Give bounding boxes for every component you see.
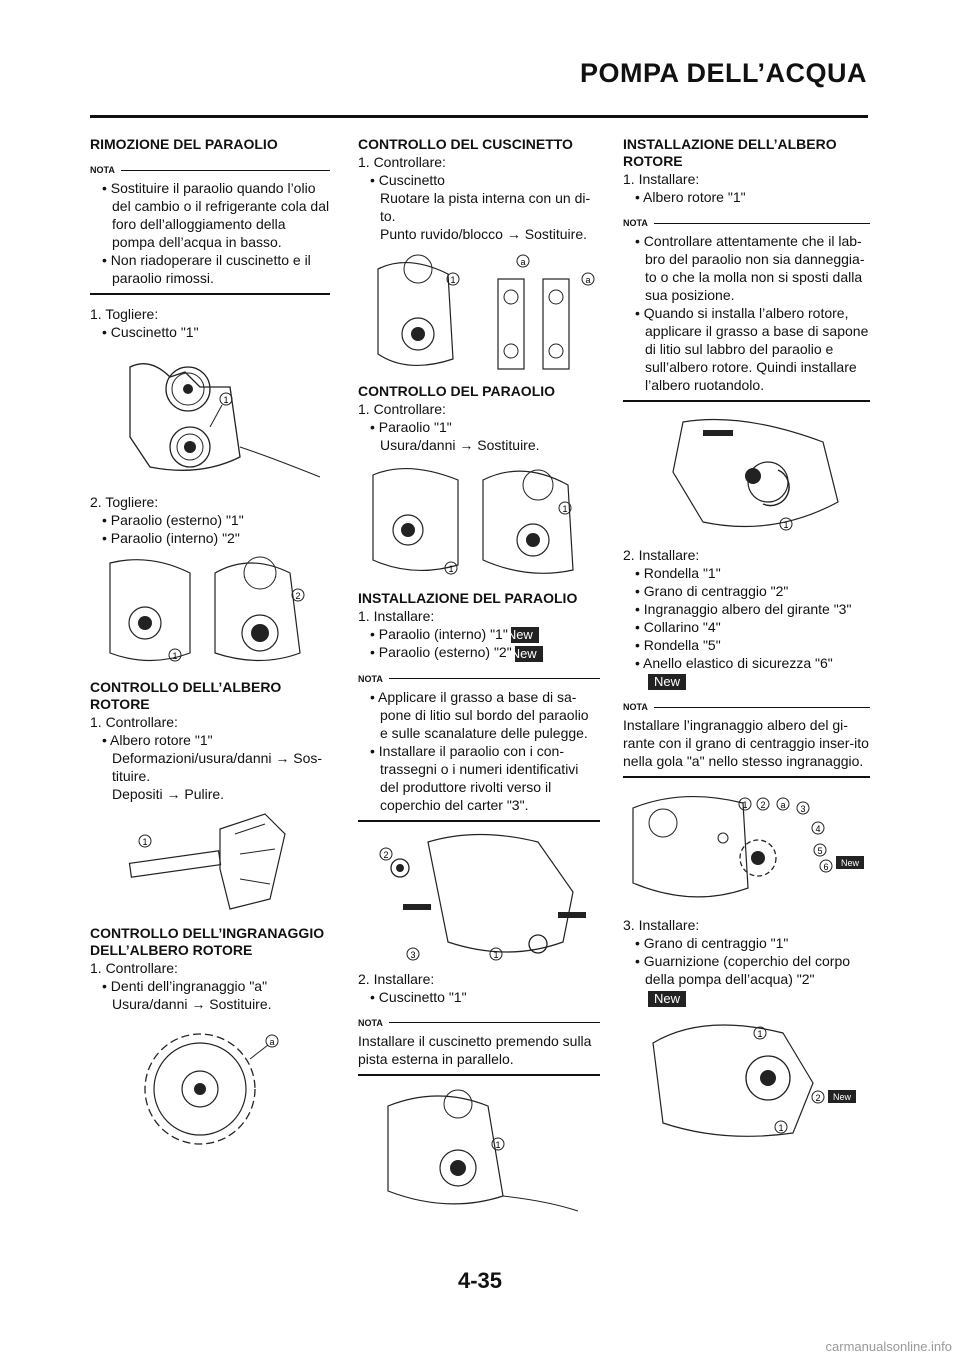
new-badge: New — [511, 627, 539, 643]
step: 1. Controllare: — [358, 154, 446, 170]
step-item: • Paraolio "1" — [358, 418, 600, 436]
step-detail: Usura/danni → Sostituire. — [380, 437, 540, 453]
note-item: • Sostituire il paraolio quando l’olio del cambio o il refrigerante cola dal foro dell’alloggiamento della pompa dell’acqua in basso. — [90, 179, 330, 251]
step: 1. Installare: — [358, 608, 435, 624]
step-detail: Punto ruvido/blocco → Sostituire. — [380, 226, 587, 242]
figure-label-1: 1 — [757, 1028, 763, 1039]
figure-impeller-gear-install — [623, 788, 870, 910]
nota-end-rule — [623, 776, 870, 778]
step-item: • Cuscinetto "1" — [358, 988, 600, 1006]
step-item: • Cuscinetto — [358, 171, 600, 189]
nota-label: NOTA — [623, 698, 870, 716]
step-item: • Collarino "4" — [623, 618, 870, 636]
step: 2. Installare: — [623, 547, 700, 563]
figure-label-a: a — [520, 257, 526, 267]
step: 2. Installare: — [358, 970, 435, 987]
nota-label: NOTA — [358, 1014, 600, 1032]
header-rule — [90, 115, 868, 118]
nota-end-rule — [90, 293, 330, 295]
section-heading: RIMOZIONE DEL PARAOLIO — [90, 136, 278, 152]
figure-oil-seal-check — [358, 460, 600, 584]
nota-end-rule — [623, 400, 870, 402]
step-item-text: Paraolio (interno) "1" — [378, 626, 508, 642]
figure-label-a: a — [585, 275, 591, 285]
figure-label-1: 1 — [562, 504, 568, 514]
step-item: • Ingranaggio albero del girante "3" — [623, 600, 870, 618]
section-heading: CONTROLLO DEL PARAOLIO — [358, 383, 556, 399]
step-detail: Usura/danni → Sostituire. — [112, 996, 272, 1012]
figure-label-2: 2 — [815, 1092, 821, 1103]
section-heading: INSTALLAZIONE DEL PARAOLIO — [358, 590, 578, 606]
note-text: Installare il cuscinetto premendo sulla pista esterna in parallelo. — [358, 1032, 592, 1067]
new-badge: New — [515, 646, 543, 662]
section-heading: INSTALLAZIONE DELL’ALBERO ROTORE — [623, 136, 837, 169]
column-1 — [90, 132, 330, 1165]
figure-label-a: a — [780, 800, 786, 811]
note-item: • Installare il paraolio con i con-trassegni o i numeri identificativi del produttore rivolti verso il coperchio del carter "3". — [358, 742, 600, 814]
column-3 — [623, 132, 870, 1151]
nota-end-rule — [358, 820, 600, 822]
step-detail: Depositi → Pulire. — [112, 786, 225, 802]
nota-label: NOTA — [90, 161, 330, 179]
step-item: • Albero rotore "1" — [90, 731, 330, 749]
figure-label-3: 3 — [800, 804, 806, 815]
nota-end-rule — [358, 1074, 600, 1076]
new-badge-label: New — [832, 1091, 852, 1102]
step-item: • Denti dell’ingranaggio "a" — [90, 977, 330, 995]
step-item: • Rondella "1" — [623, 564, 870, 582]
figure-bearing-check — [358, 249, 600, 377]
note-item: • Applicare il grasso a base di sa-pone di litio sul bordo del paraolio e sulle scanalature delle pulegge. — [358, 688, 600, 742]
figure-label-2: 2 — [760, 800, 766, 811]
figure-label-1: 1 — [172, 651, 178, 661]
figure-gear — [90, 1019, 330, 1159]
figure-label-1: 1 — [448, 564, 454, 574]
step-item-text: Paraolio (esterno) "2" — [378, 644, 512, 661]
note-item: • Quando si installa l’albero rotore, applicare il grasso a base di sapone di litio sul labbro del paraolio e sull’albero rotore. Quindi installare l’albero ruotandolo. — [623, 304, 870, 394]
step-item: • Paraolio (esterno) "1" — [90, 511, 330, 529]
new-badge: New — [648, 674, 686, 690]
figure-label-1: 1 — [142, 837, 148, 847]
page-title: POMPA DELL’ACQUA — [579, 58, 867, 88]
figure-oil-seal-removal — [90, 553, 330, 673]
new-badge-row — [623, 672, 870, 690]
figure-rotor-install — [623, 412, 870, 540]
nota-label: NOTA — [358, 670, 600, 688]
step: 1. Installare: — [623, 171, 700, 187]
step-detail: Deformazioni/usura/danni → Sos-tituire. — [112, 750, 323, 784]
note-item: • Controllare attentamente che il lab-bro del paraolio non sia danneggia-to o che la molla non si sposti dalla sua posizione. — [623, 232, 870, 304]
figure-label-1: 1 — [778, 1122, 784, 1133]
step: 2. Togliere: — [90, 494, 159, 510]
figure-bearing-install — [358, 1086, 600, 1214]
new-badge-label: New — [840, 858, 860, 869]
figure-label-4: 4 — [815, 824, 821, 835]
figure-label-1: 1 — [495, 1139, 501, 1150]
column-2 — [358, 132, 600, 1220]
nota-label: NOTA — [623, 214, 870, 232]
section-heading: CONTROLLO DEL CUSCINETTO — [358, 136, 573, 152]
figure-label-1: 1 — [223, 395, 229, 405]
section-heading: CONTROLLO DELL’ALBERO ROTORE — [90, 679, 282, 712]
step: 1. Togliere: — [90, 306, 159, 322]
step-item — [358, 643, 600, 661]
step-item: • Cuscinetto "1" — [90, 323, 330, 341]
figure-label-5: 5 — [817, 846, 823, 857]
section-heading: CONTROLLO DELL’INGRANAGGIO DELL’ALBERO ROTORE — [90, 925, 325, 958]
figure-label-1: 1 — [493, 949, 499, 960]
step-item: • Rondella "5" — [623, 636, 870, 654]
figure-label-2: 2 — [383, 849, 389, 860]
step-item — [358, 625, 600, 643]
figure-label-1: 1 — [783, 520, 789, 530]
step: 1. Controllare: — [90, 714, 178, 730]
step-item: • Grano di centraggio "2" — [623, 582, 870, 600]
note-text: Installare l’ingranaggio albero del gi-rante con il grano di centraggio inser-ito nella gola "a" nello stesso ingranaggio. — [623, 717, 869, 770]
figure-label-1: 1 — [742, 800, 748, 811]
figure-rotor-shaft — [90, 809, 330, 919]
step: 1. Controllare: — [358, 401, 446, 417]
step-item: • Paraolio (interno) "2" — [90, 529, 330, 547]
figure-label-2: 2 — [295, 591, 301, 601]
new-badge-row — [623, 988, 870, 1006]
figure-label-3: 3 — [410, 949, 416, 960]
step-item: • Anello elastico di sicurezza "6" — [623, 654, 870, 672]
figure-label-1: 1 — [450, 275, 456, 285]
step: 1. Controllare: — [90, 960, 178, 976]
figure-bearing-removal — [90, 347, 330, 487]
note-item: • Non riadoperare il cuscinetto e il paraolio rimossi. — [90, 251, 330, 287]
step: 3. Installare: — [623, 917, 700, 934]
figure-pump-cover-install — [623, 1013, 870, 1145]
figure-label-6: 6 — [823, 862, 829, 873]
figure-label-a: a — [269, 1037, 275, 1047]
step-item: • Albero rotore "1" — [623, 188, 870, 206]
step-detail: Ruotare la pista interna con un di-to. — [380, 190, 591, 224]
new-badge: New — [648, 991, 686, 1007]
watermark-site[interactable]: carmanualsonline.info — [825, 1339, 952, 1354]
step-item: • Guarnizione (coperchio del corpo della pompa dell’acqua) "2" — [623, 952, 870, 988]
step-item: • Grano di centraggio "1" — [623, 934, 870, 952]
figure-oil-seal-install — [358, 832, 600, 964]
page-number: 4-35 — [457, 1268, 503, 1293]
